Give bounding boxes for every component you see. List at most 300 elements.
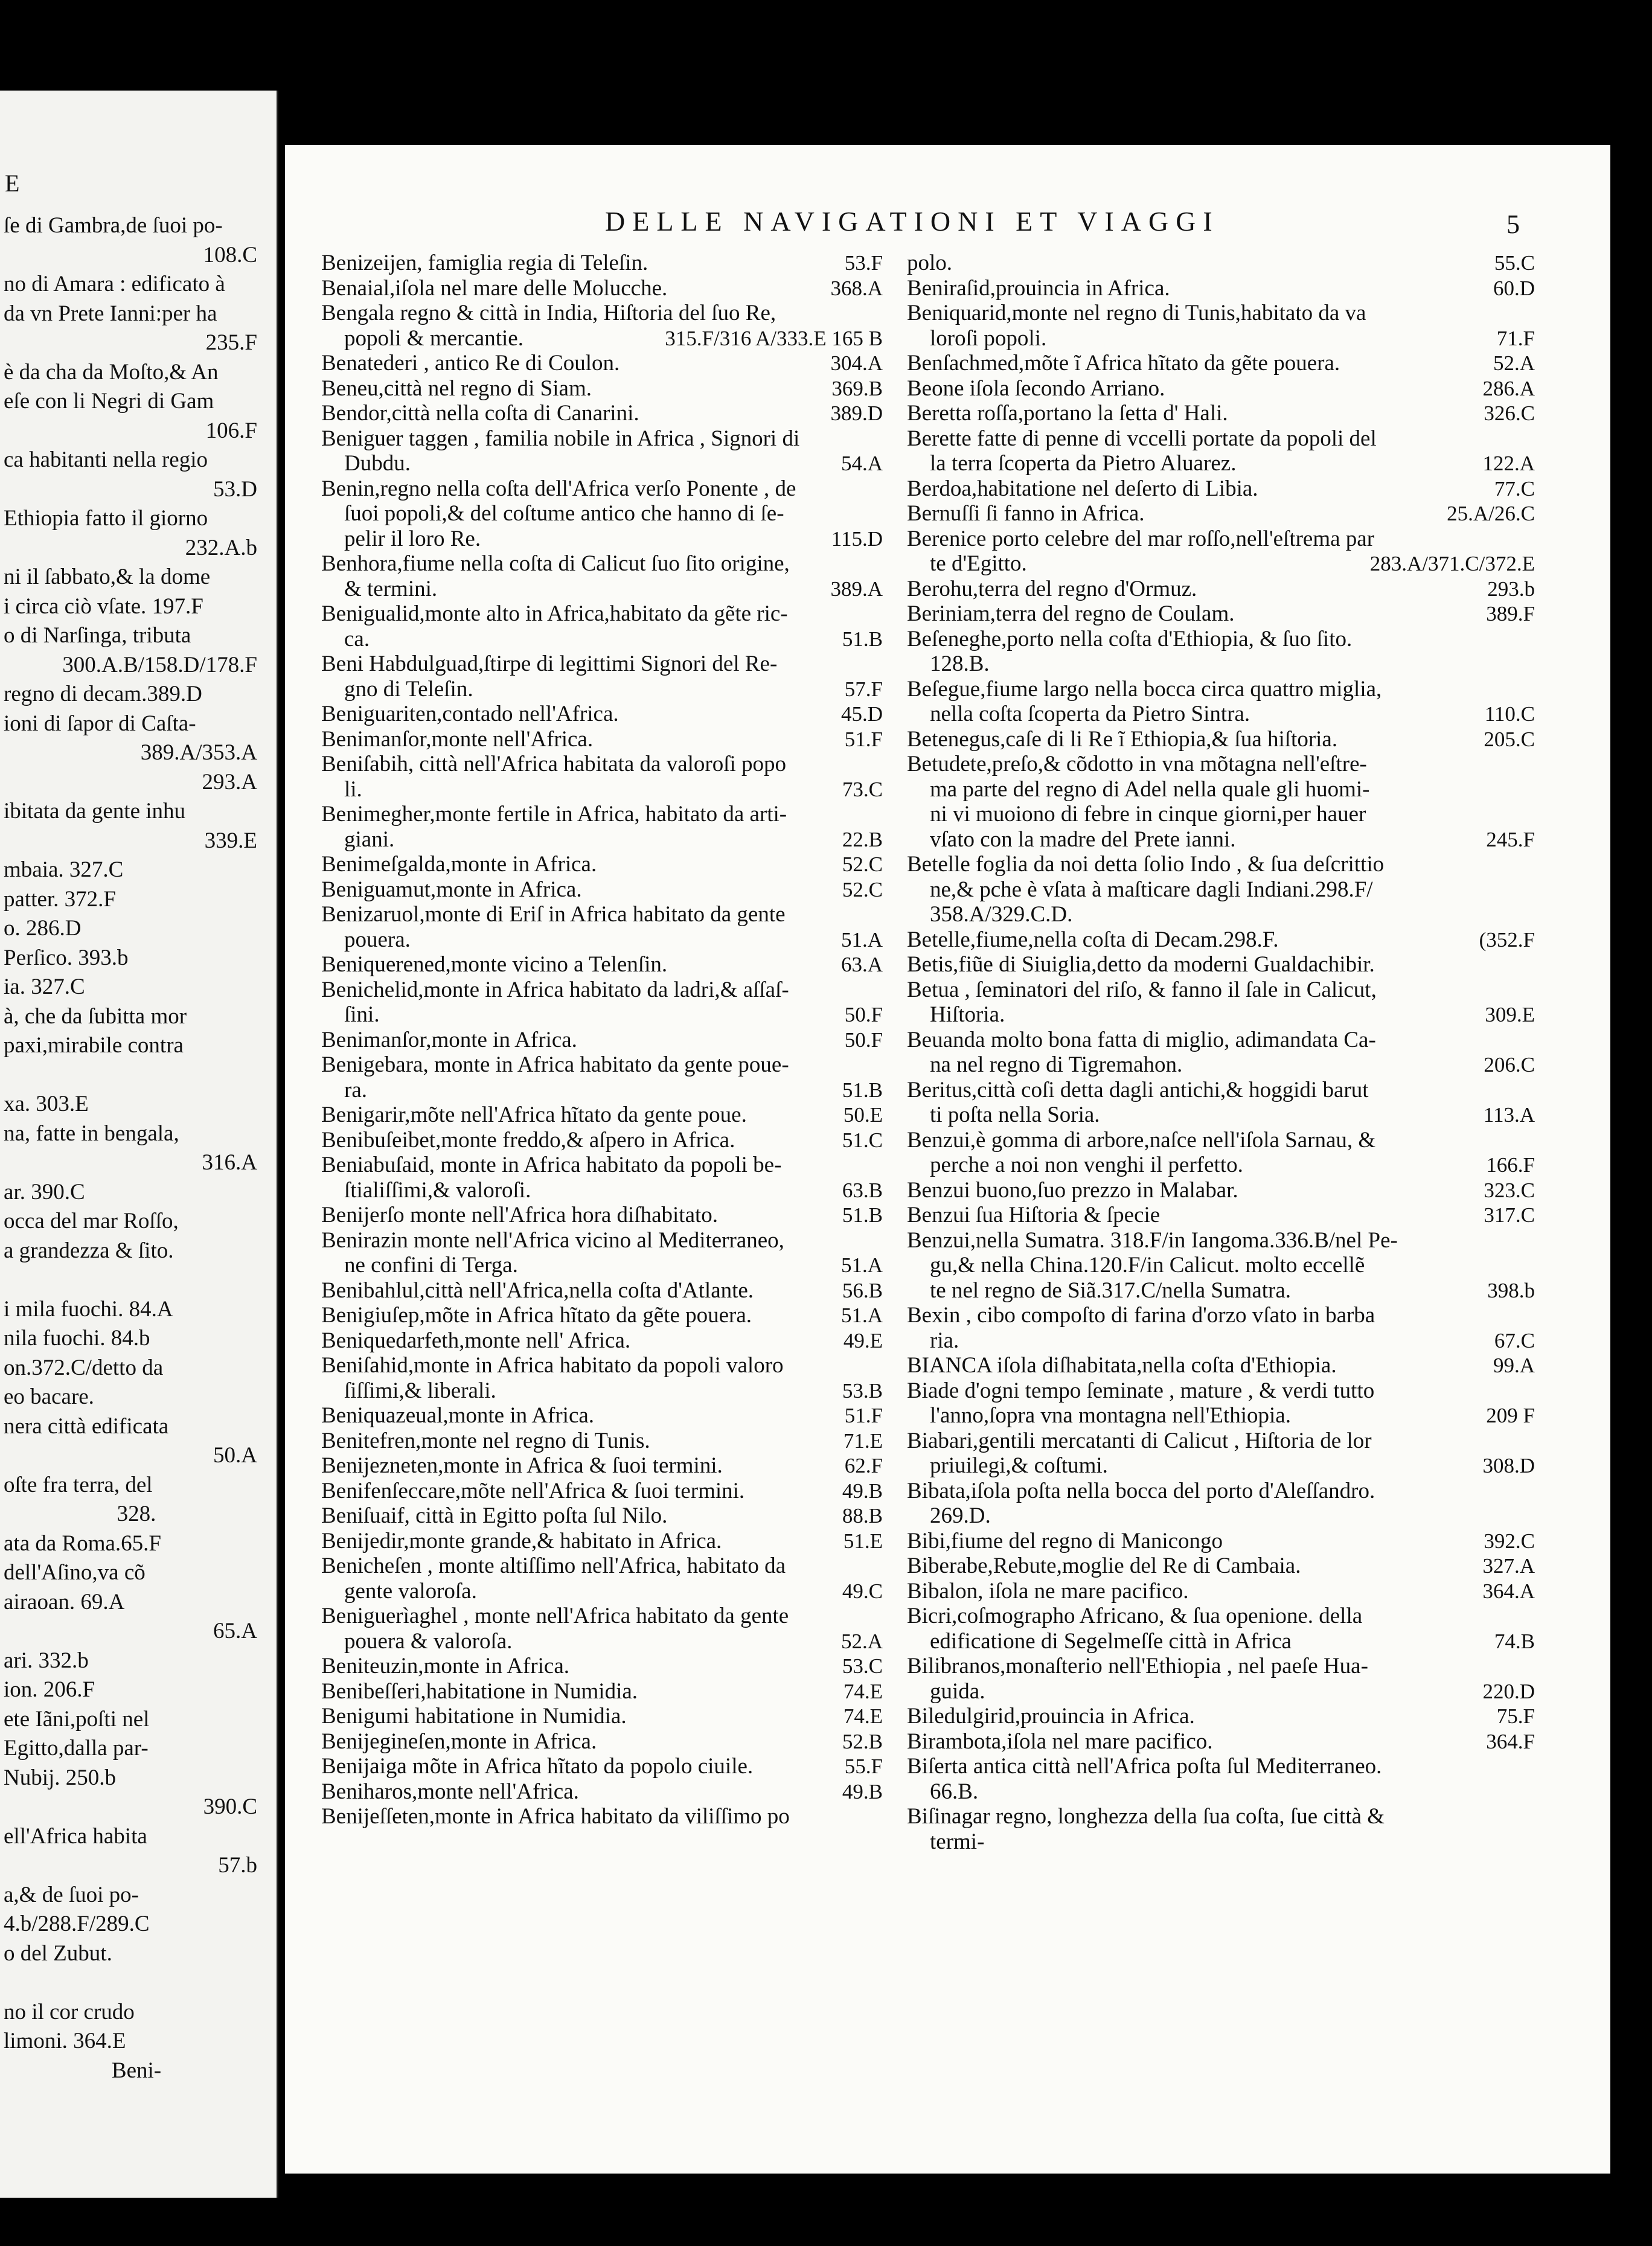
index-entry-text: ca.: [344, 626, 370, 651]
index-entry-reference: 88.B: [842, 1504, 883, 1528]
index-entry-reference: 49.B: [842, 1779, 883, 1803]
index-entry-line: [321, 551, 883, 577]
index-entry-line: [321, 1002, 883, 1028]
index-entry-text: ma parte del regno di Adel nella quale gli huomi-: [930, 776, 1370, 802]
index-entry: [907, 1078, 1535, 1128]
index-entry-text: vſato con la madre del Prete ianni.: [930, 827, 1236, 852]
index-entry: [321, 1654, 883, 1679]
index-entry: [907, 1579, 1535, 1604]
index-entry-line: [321, 376, 883, 402]
index-entry: [321, 1403, 883, 1429]
index-entry: [321, 1278, 883, 1304]
index-entry: [321, 1529, 883, 1554]
index-entry-line: [907, 1704, 1535, 1729]
index-entry: [321, 1353, 883, 1403]
index-entry-text: 358.A/329.C.D.: [930, 902, 1073, 927]
index-entry-text: 128.B.: [930, 651, 990, 676]
index-entry-line: [321, 677, 883, 702]
index-entry-reference: 73.C: [842, 777, 883, 801]
index-entry-line: [321, 852, 883, 877]
index-entry-text: Benicheſen , monte altiſſimo nell'Africa, habitato da: [321, 1553, 786, 1578]
index-entry-text: pelir il loro Re.: [344, 526, 481, 551]
index-entry-text: Benichelid,monte in Africa habitato da ladri,& aſſaſ-: [321, 977, 789, 1002]
index-entry: [907, 852, 1535, 927]
index-entry-text: termi-: [930, 1829, 985, 1854]
left-page-line: 57.b: [218, 1853, 257, 1878]
index-entry-reference: 77.C: [1494, 476, 1535, 501]
index-entry-reference: 67.C: [1494, 1328, 1535, 1352]
left-page-line: ia. 327.C: [4, 974, 85, 999]
index-entry-reference: 53.C: [842, 1654, 883, 1678]
index-entry-reference: 49.E: [843, 1328, 883, 1352]
left-page-line: 316.A: [202, 1150, 257, 1175]
index-entry-reference: 327.A: [1482, 1554, 1535, 1578]
index-entry-line: [907, 526, 1535, 552]
index-entry-reference: 62.F: [844, 1454, 883, 1477]
index-entry-line: [907, 601, 1535, 627]
index-entry: [321, 952, 883, 977]
index-entry-text: Beniguariten,contado nell'Africa.: [321, 702, 619, 726]
index-entry-line: [907, 577, 1535, 602]
index-entry-line: [321, 276, 883, 301]
index-entry-text: Biberabe,Rebute,moglie del Re di Cambaia.: [907, 1553, 1301, 1578]
index-entry-reference: 50.F: [844, 1003, 883, 1026]
index-entry-text: Benſachmed,mõte ĩ Africa hĩtato da gẽte pouera.: [907, 351, 1340, 376]
index-entry-line: [907, 827, 1535, 853]
left-page-line: [4, 1061, 269, 1090]
index-entry-text: Benhora,fiume nella coſta di Calicut ſuo ſito origine,: [321, 551, 790, 576]
left-page-line: 106.F: [205, 418, 257, 443]
index-entry-text: Beniſabih, città nell'Africa habitata da valoroſi popo: [321, 752, 787, 776]
index-entry-line: [907, 1378, 1535, 1404]
index-entry: [321, 1328, 883, 1354]
index-entry-reference: 326.C: [1484, 402, 1535, 425]
index-entry-text: BIANCA iſola diſhabitata,nella coſta d'Ethiopia.: [907, 1353, 1337, 1378]
index-entry-text: & termini.: [344, 576, 438, 601]
index-entry: [907, 276, 1535, 301]
index-entry-line: [907, 977, 1535, 1003]
index-entry: [321, 1052, 883, 1102]
left-page-line: a grandezza & ſito.: [4, 1238, 174, 1263]
index-entry-line: [907, 1654, 1535, 1679]
index-entry-line: [907, 1529, 1535, 1554]
index-entry-line: [907, 777, 1535, 802]
index-entry-line: [907, 251, 1535, 276]
index-entry-line: [907, 952, 1535, 977]
index-entry-text: Benigiuſep,mõte in Africa hĩtato da gẽte pouera.: [321, 1303, 752, 1328]
index-entry-line: [321, 401, 883, 426]
index-entry-line: [907, 1579, 1535, 1604]
index-entry-text: Beniguamut,monte in Africa.: [321, 877, 582, 902]
index-entry-text: Benatederi , antico Re di Coulon.: [321, 351, 620, 376]
index-entry-text: Benigualid,monte alto in Africa,habitato da gẽte ric-: [321, 601, 788, 626]
index-entry-text: Betudete,preſo,& cõdotto in vna mõtagna nell'eſtre-: [907, 752, 1367, 776]
index-entry-reference: 389.F: [1486, 602, 1535, 625]
index-entry-text: Benizeijen, famiglia regia di Teleſin.: [321, 251, 648, 275]
left-page-line: ca habitanti nella regio: [4, 447, 208, 472]
index-entry: [907, 351, 1535, 376]
index-entry-text: guida.: [930, 1678, 985, 1704]
left-page-line: i circa ciò vſate. 197.F: [4, 593, 203, 619]
index-entry-reference: 51.F: [844, 1404, 883, 1427]
index-entry-text: ſiſſimi,& liberali.: [344, 1378, 496, 1403]
index-entry-reference: 369.B: [831, 376, 883, 400]
index-entry-reference: 50.E: [843, 1103, 883, 1127]
index-entry-text: Bengala regno & città in India, Hiſtoria del ſuo Re,: [321, 301, 776, 325]
index-entry-text: ne,& pche è vſata à maſticare dagli Indiani.298.F/: [930, 877, 1373, 902]
index-entry-line: [907, 1553, 1535, 1579]
index-entry-line: [321, 927, 883, 953]
left-page-line: regno di decam.389.D: [4, 682, 202, 706]
index-entry-reference: 51.B: [842, 627, 883, 651]
index-entry-line: [321, 877, 883, 903]
index-entry-line: [907, 501, 1535, 526]
index-entry-line: [321, 1553, 883, 1579]
index-entry-text: Benzui,nella Sumatra. 318.F/in Iangoma.336.B/nel Pe-: [907, 1227, 1398, 1253]
index-entry-text: Benifenſeccare,mõte nell'Africa & ſuoi termini.: [321, 1478, 745, 1503]
page-header: [285, 205, 1610, 242]
index-entry: [321, 401, 883, 426]
index-entry-reference: 25.A/26.C: [1447, 502, 1535, 525]
index-entry-line: [321, 601, 883, 627]
left-page-line: no di Amara : edificato à: [4, 272, 225, 296]
index-entry-line: [907, 1779, 1535, 1805]
index-entry-reference: 110.C: [1484, 702, 1535, 726]
index-entry-line: [907, 902, 1535, 927]
index-entry: [321, 1704, 883, 1729]
index-entry-line: [907, 1353, 1535, 1378]
index-entry-line: [321, 577, 883, 602]
index-entry-text: gu,& nella China.120.F/in Calicut. molto eccellẽ: [930, 1253, 1365, 1278]
index-entry-reference: 51.B: [842, 1078, 883, 1102]
left-page-line: Ethiopia fatto il giorno: [4, 506, 208, 531]
index-entry-reference: 49.C: [842, 1579, 883, 1603]
index-entry-line: [321, 1178, 883, 1203]
index-entry-text: Beniguerìaghel , monte nell'Africa habitato da gente: [321, 1604, 789, 1628]
left-page-line: 108.C: [203, 242, 257, 267]
index-entry-line: [907, 1629, 1535, 1654]
index-entry-text: Benizaruol,monte di Eriſ in Africa habitato da gente: [321, 902, 786, 927]
index-entry-line: [321, 651, 883, 677]
index-entry-reference: 364.A: [1482, 1579, 1535, 1603]
index-entry-line: [321, 777, 883, 802]
index-entry-line: [321, 1303, 883, 1328]
index-entry-reference: 122.A: [1482, 452, 1535, 475]
index-entry-text: Benaial,iſola nel mare delle Molucche.: [321, 275, 668, 301]
index-entry-text: Beniquedarfeth,monte nell' Africa.: [321, 1328, 631, 1353]
index-entry: [907, 501, 1535, 526]
index-entry-text: Bibata,iſola poſta nella bocca del porto d'Aleſſandro.: [907, 1478, 1375, 1503]
index-entry: [907, 677, 1535, 727]
left-page-line: paxi,mirabile contra: [4, 1033, 184, 1058]
index-entry: [321, 601, 883, 651]
index-entry-line: [907, 1102, 1535, 1128]
index-entry-text: Beretta roſſa,portano la ſetta d' Hali.: [907, 401, 1228, 426]
index-entry-reference: 398.b: [1487, 1278, 1535, 1302]
index-entry-reference: 220.D: [1482, 1679, 1535, 1703]
index-entry-line: [907, 1228, 1535, 1253]
index-entry-reference: 51.C: [842, 1128, 883, 1152]
index-entry-reference: 304.A: [830, 351, 883, 375]
index-entry: [907, 1353, 1535, 1378]
index-entry-line: [321, 1479, 883, 1504]
index-entry-line: [321, 451, 883, 476]
running-head: DELLE NAVIGATIONI ET VIAGGI: [605, 206, 1220, 237]
index-entry-text: Betua , ſeminatori del riſo, & fanno il ſale in Calicut,: [907, 977, 1377, 1002]
index-entry-line: [321, 426, 883, 452]
index-entry-text: Benin,regno nella coſta dell'Africa verſo Ponente , de: [321, 476, 796, 501]
index-entry-reference: 74.E: [843, 1704, 883, 1728]
index-entry-text: ne confini di Terga.: [344, 1253, 518, 1278]
index-entry-line: [907, 1078, 1535, 1103]
index-entry: [321, 551, 883, 601]
index-entry: [321, 651, 883, 702]
index-entry: [907, 476, 1535, 502]
index-entry: [321, 1153, 883, 1203]
index-entry: [321, 877, 883, 903]
index-entry-reference: 51.A: [840, 1253, 883, 1277]
index-entry-text: Benzui,è gomma di arbore,naſce nell'iſola Sarnau, &: [907, 1127, 1376, 1153]
index-entry: [321, 476, 883, 552]
index-entry-reference: 286.A: [1482, 376, 1535, 400]
index-entry-text: Biſerta antica città nell'Africa poſta ſul Mediterraneo.: [907, 1754, 1382, 1779]
index-entry-text: ria.: [930, 1328, 959, 1353]
index-entry-line: [907, 1203, 1535, 1228]
index-entry-reference: 245.F: [1486, 827, 1535, 851]
index-entry-line: [907, 1303, 1535, 1328]
index-entry-line: [321, 1353, 883, 1378]
index-entry-text: Hiſtoria.: [930, 1002, 1005, 1027]
index-entry: [907, 401, 1535, 426]
index-column-left: [321, 251, 883, 1829]
index-entry: [321, 802, 883, 852]
left-page-line: ell'Africa habita: [4, 1823, 147, 1849]
index-entry: [321, 426, 883, 476]
index-entry-line: [907, 276, 1535, 301]
left-page-line: on.372.C/detto da: [4, 1355, 164, 1380]
index-entry-line: [321, 1579, 883, 1604]
index-entry: [907, 627, 1535, 677]
index-entry-line: [321, 501, 883, 526]
index-entry-text: Biabari,gentili mercatanti di Calicut , Hiſtoria de lor: [907, 1428, 1372, 1453]
index-entry-text: Beniteuzin,monte in Africa.: [321, 1654, 569, 1678]
index-entry: [321, 852, 883, 877]
index-entry-reference: 71.F: [1496, 326, 1535, 350]
left-page-line: ari. 332.b: [4, 1648, 89, 1673]
index-entry-text: Biſinagar regno, longhezza della ſua coſta, ſue città &: [907, 1804, 1385, 1829]
index-entry-line: [907, 1403, 1535, 1429]
index-entry-text: ra.: [344, 1077, 367, 1102]
index-entry-text: Benzui ſua Hiſtoria & ſpecie: [907, 1203, 1161, 1227]
left-page-line: nera città edificata: [4, 1413, 169, 1439]
index-entry-reference: 113.A: [1483, 1103, 1535, 1127]
index-entry-text: gente valoroſa.: [344, 1578, 477, 1604]
index-entry-line: [907, 627, 1535, 652]
left-page-fragment: [0, 91, 278, 2198]
left-page-line: Beni-: [111, 2058, 162, 2083]
index-entry: [321, 1479, 883, 1504]
index-entry-text: te d'Egitto.: [930, 551, 1027, 576]
index-entry-text: Benijerſo monte nell'Africa hora diſhabitato.: [321, 1203, 719, 1227]
index-entry-text: Beſeneghe,porto nella coſta d'Ethiopia, & ſuo ſito.: [907, 626, 1353, 651]
index-entry-reference: 115.D: [831, 526, 883, 551]
index-entry-reference: 283.A/371.C/372.E: [1369, 552, 1535, 575]
index-entry-text: Betenegus,caſe di li Re ĩ Ethiopia,& ſua hiſtoria.: [907, 726, 1338, 752]
index-entry: [907, 376, 1535, 402]
index-entry-text: popoli & mercantie.: [344, 325, 523, 351]
index-entry-text: Biade d'ogni tempo ſeminate , mature , & verdi tutto: [907, 1378, 1375, 1403]
index-entry-reference: 52.A: [840, 1629, 883, 1653]
index-entry: [907, 1303, 1535, 1353]
index-entry-line: [321, 351, 883, 376]
index-entry-text: Beuanda molto bona fatta di miglio, adimandata Ca-: [907, 1027, 1376, 1052]
index-entry-reference: 52.A: [1493, 351, 1535, 375]
index-entry-reference: 75.F: [1496, 1704, 1535, 1728]
index-entry: [907, 1429, 1535, 1479]
index-entry-reference: 309.E: [1485, 1003, 1535, 1026]
index-entry-reference: 51.B: [842, 1203, 883, 1227]
index-entry-text: Beniharos,monte nell'Africa.: [321, 1779, 579, 1804]
index-entry-text: te nel regno de Siã.317.C/nella Sumatra.: [930, 1278, 1292, 1303]
index-entry-text: Berette fatte di penne di vccelli portate da popoli del: [907, 426, 1377, 451]
index-entry-line: [321, 1729, 883, 1755]
index-entry-line: [907, 1754, 1535, 1779]
index-entry-text: ſuoi popoli,& del coſtume antico che hanno di ſe-: [344, 501, 784, 526]
index-entry-text: Benzui buono,ſuo prezzo in Malabar.: [907, 1177, 1238, 1203]
left-page-line: no il cor crudo: [4, 1999, 135, 2024]
index-entry-line: [907, 1253, 1535, 1278]
left-page-line: ar. 390.C: [4, 1179, 85, 1205]
index-entry-text: li.: [344, 776, 362, 802]
index-entry-text: 66.B.: [930, 1779, 979, 1804]
index-entry: [321, 1553, 883, 1604]
left-page-line: a,& de ſuoi po-: [4, 1882, 139, 1907]
index-entry-line: [907, 1052, 1535, 1078]
left-page-line: ion. 206.F: [4, 1677, 95, 1702]
left-page-line: eo bacare.: [4, 1384, 94, 1409]
left-page-line: 4.b/288.F/289.C: [4, 1912, 150, 1936]
index-entry-line: [907, 1128, 1535, 1153]
index-entry-line: [907, 677, 1535, 702]
index-entry: [907, 1228, 1535, 1304]
left-page-running-head: E: [5, 170, 21, 197]
index-entry: [321, 301, 883, 351]
index-entry-line: [321, 1403, 883, 1429]
left-page-line: Perſico. 393.b: [4, 945, 129, 970]
index-entry-text: Betelle,fiume,nella coſta di Decam.298.F.: [907, 927, 1279, 952]
index-entry: [907, 1529, 1535, 1554]
index-entry-text: Benijedir,monte grande,& habitato in Africa.: [321, 1528, 722, 1553]
index-entry-reference: 52.C: [842, 853, 883, 876]
index-entry-line: [321, 827, 883, 853]
index-entry-text: Benimeſgalda,monte in Africa.: [321, 852, 597, 877]
index-entry: [321, 1779, 883, 1805]
index-entry: [321, 1228, 883, 1278]
index-entry-line: [321, 1629, 883, 1654]
left-page-line: i mila fuochi. 84.A: [4, 1296, 173, 1322]
left-page-line: o di Narſinga, tributa: [4, 623, 191, 648]
index-entry-line: [907, 1178, 1535, 1203]
index-entry: [907, 1028, 1535, 1078]
index-entry-line: [321, 301, 883, 326]
index-entry-line: [321, 1604, 883, 1629]
index-entry: [907, 426, 1535, 476]
index-entry: [907, 1178, 1535, 1203]
index-entry-line: [907, 1479, 1535, 1504]
left-page-line: 235.F: [205, 330, 257, 355]
page-number: 5: [1506, 210, 1520, 239]
index-entry-text: Biledulgirid,prouincia in Africa.: [907, 1704, 1195, 1729]
index-entry: [907, 1128, 1535, 1178]
index-entry: [321, 376, 883, 402]
index-entry: [907, 1604, 1535, 1654]
index-entry: [321, 276, 883, 301]
index-entry: [321, 1804, 883, 1829]
index-entry-line: [907, 326, 1535, 351]
index-entry-line: [907, 1729, 1535, 1755]
index-entry-reference: 209 F: [1486, 1404, 1535, 1427]
index-entry-reference: 51.F: [844, 727, 883, 751]
index-entry-line: [321, 977, 883, 1003]
index-entry-reference: 51.A: [840, 927, 883, 952]
left-page-line: 50.A: [213, 1443, 257, 1468]
index-entry-text: Benimanſor,monte nell'Africa.: [321, 726, 594, 752]
index-entry-text: la terra ſcoperta da Pietro Aluarez.: [930, 451, 1237, 476]
left-page-line: airaoan. 69.A: [4, 1589, 125, 1614]
index-entry-line: [907, 1278, 1535, 1304]
index-entry-line: [321, 727, 883, 752]
index-entry-line: [907, 451, 1535, 476]
index-entry-reference: 49.B: [842, 1479, 883, 1503]
index-entry: [321, 351, 883, 376]
index-entry-text: Beniabuſaid, monte in Africa habitato da popoli be-: [321, 1153, 782, 1177]
index-entry: [907, 301, 1535, 351]
index-entry-text: Benigebara, monte in Africa habitato da gente poue-: [321, 1052, 789, 1077]
index-entry: [907, 577, 1535, 602]
left-page-line: [4, 1265, 269, 1295]
index-entry-line: [321, 1804, 883, 1829]
left-page-line: ibitata da gente inhu: [4, 799, 186, 824]
index-entry-reference: 52.C: [842, 877, 883, 901]
index-entry-reference: 51.A: [840, 1304, 883, 1327]
index-entry-reference: 22.B: [842, 827, 883, 851]
index-entry-reference: 55.F: [844, 1755, 883, 1778]
left-page-line: 293.A: [202, 769, 257, 795]
index-entry-line: [321, 1529, 883, 1554]
index-entry-reference: 74.B: [1494, 1629, 1535, 1653]
index-entry-line: [321, 1278, 883, 1304]
index-entry-text: Bexin , cibo compoſto di farina d'orzo vſato in barba: [907, 1303, 1375, 1328]
index-entry-line: [321, 702, 883, 727]
index-entry-text: Benigumi habitatione in Numidia.: [321, 1704, 627, 1729]
index-entry: [321, 702, 883, 727]
index-entry: [907, 977, 1535, 1028]
index-entry-line: [321, 1704, 883, 1729]
left-page-line: o. 286.D: [4, 916, 82, 941]
left-page-line: 389.A/353.A: [140, 740, 257, 765]
index-entry-line: [321, 1779, 883, 1805]
index-entry-line: [907, 651, 1535, 677]
index-entry: [321, 977, 883, 1028]
index-entry-text: Beriniam,terra del regno de Coulam.: [907, 601, 1235, 626]
index-entry-reference: 53.F: [844, 251, 883, 275]
index-entry-line: [907, 1153, 1535, 1178]
index-entry: [907, 1729, 1535, 1755]
index-entry-line: [321, 902, 883, 927]
left-page-line: nila fuochi. 84.b: [4, 1326, 150, 1351]
index-entry-line: [321, 251, 883, 276]
index-entry: [321, 1102, 883, 1128]
